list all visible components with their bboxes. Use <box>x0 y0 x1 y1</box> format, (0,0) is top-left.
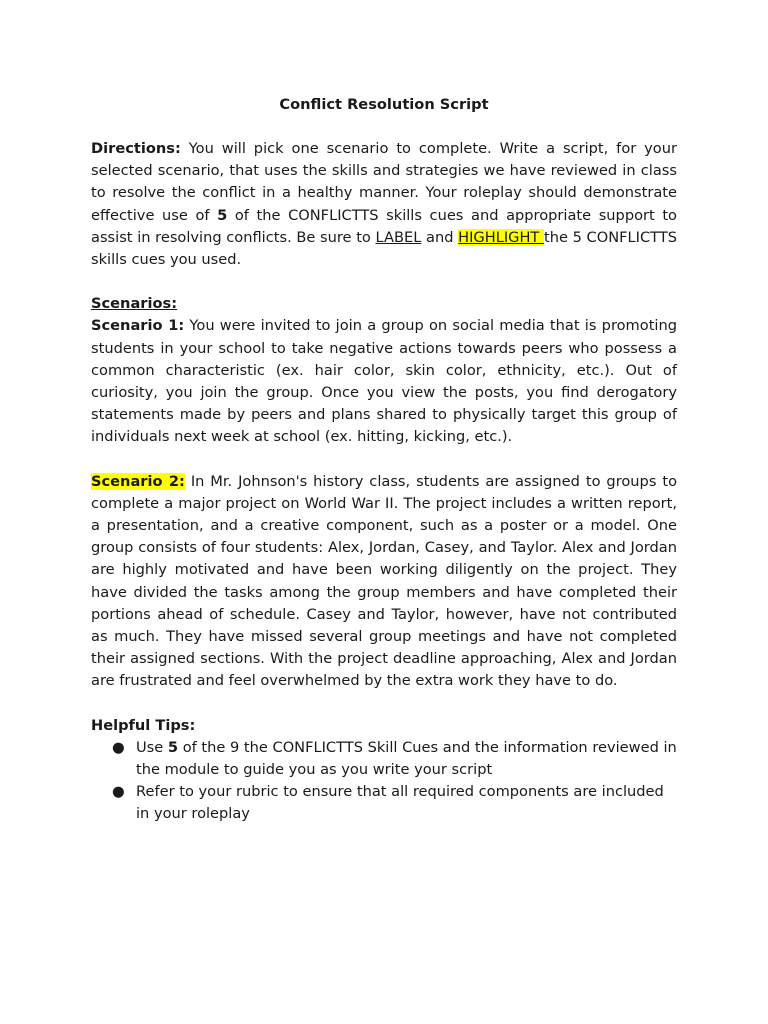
bullet-icon: ● <box>112 738 125 756</box>
directions-text-2: of the CONFLICTTS skills cues and appropriate support to assist in resolving conflicts. Be sure to <box>91 206 677 246</box>
tip-2-text: Refer to your rubric to ensure that all required components are included in your roleplay <box>136 783 664 823</box>
tip-1-number: 5 <box>167 738 179 756</box>
scenarios-heading-text: Scenarios: <box>91 295 178 313</box>
directions-label: Directions: <box>91 140 181 157</box>
bullet-icon: ● <box>112 783 125 801</box>
list-item <box>112 737 677 781</box>
tips-list <box>91 737 677 826</box>
spacer <box>91 693 677 715</box>
scenario-2-paragraph <box>91 471 677 693</box>
directions-text-3: the 5 CONFLICTTS skills cues you used. <box>91 228 678 269</box>
scenario-1-text: You were invited to join a group on social media that is promoting students in your school to take negative actions towards peers who possess a common characteristic (ex. hair color, skin color, ethnicity, etc.). Out of curiosity, you join the group. Once you view the posts, you find derogatory statements made by peers and plans shared to physically target this group of individuals next week at school (ex. hitting, kicking, etc.). <box>91 317 677 446</box>
page-title: Conflict Resolution Script <box>279 96 489 113</box>
highlight-word: HIGHLIGHT <box>458 228 544 246</box>
scenarios-heading <box>91 293 677 315</box>
tips-heading <box>91 715 677 737</box>
tips-heading-text: Helpful Tips: <box>91 716 196 734</box>
spacer <box>91 449 677 471</box>
spacer <box>91 271 677 293</box>
tip-1-prefix: Use <box>136 738 168 756</box>
tip-1-text: of the 9 the CONFLICTTS Skill Cues and the information reviewed in the module to guide you as you write your script <box>136 738 677 779</box>
directions-paragraph <box>91 138 677 271</box>
list-item <box>112 781 677 825</box>
and-word: and <box>421 228 459 246</box>
scenario-2-label: Scenario 2: <box>91 472 185 490</box>
scenario-1-paragraph <box>91 315 677 448</box>
label-word: LABEL <box>375 228 422 246</box>
scenario-2-text: In Mr. Johnson's history class, students are assigned to groups to complete a major project on World War II. The project includes a written report, a presentation, and a creative component, such as a poster or a model. One group consists of four students: Alex, Jordan, Casey, and Taylor. Alex and Jordan are highly motivated and have been working diligently on the project. They have divided the tasks among the group members and have completed their portions ahead of schedule. Casey and Taylor, however, have not contributed as much. They have missed several group meetings and have not completed their assigned sections. With the project deadline approaching, Alex and Jordan are frustrated and feel overwhelmed by the extra work they have to do. <box>91 472 678 690</box>
directions-text-1: You will pick one scenario to complete. Write a script, for your selected scenario, that uses the skills and strategies we have reviewed in class to resolve the conflict in a healthy manner. Your roleplay should demonstrate effective use of <box>91 140 677 224</box>
scenario-1-label: Scenario 1: <box>91 317 185 335</box>
document-body <box>91 94 677 826</box>
directions-number: 5 <box>217 206 228 224</box>
